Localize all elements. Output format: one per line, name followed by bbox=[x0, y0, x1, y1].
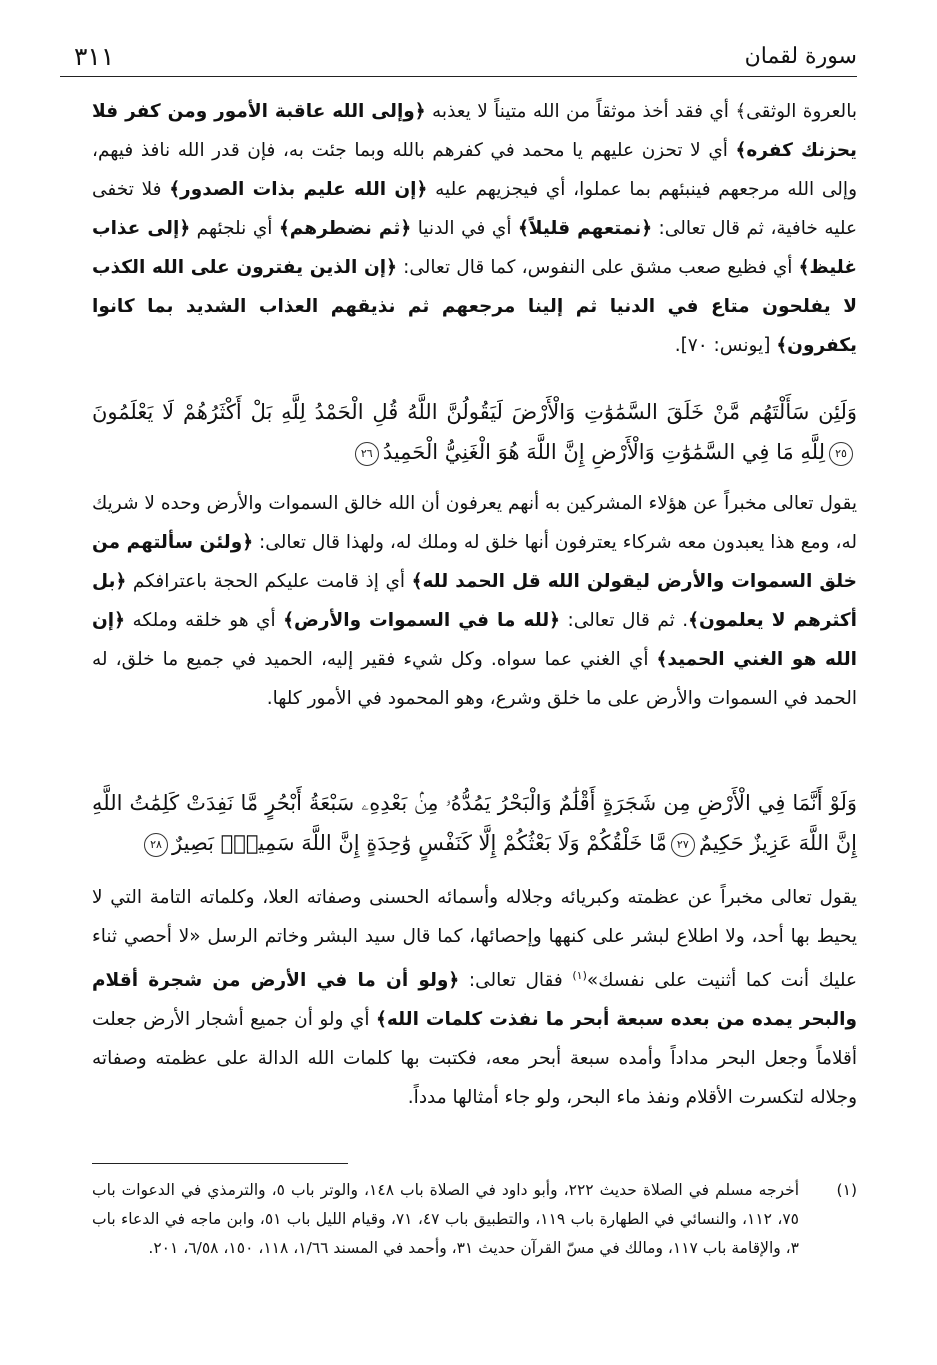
footnote-divider bbox=[92, 1163, 348, 1164]
quran-quote: ﴿ولو أن ما في الأرض من شجرة أقلام والبحر يمده من بعده سبعة أبحر ما نفذت كلمات الله﴾ bbox=[92, 970, 857, 1031]
quran-quote: ﴿بل أكثرهم لا يعلمون﴾ bbox=[92, 571, 857, 631]
text-run: أي في الدنيا bbox=[411, 218, 518, 239]
quran-quote: ﴿إن الله عليم بذات الصدور﴾ bbox=[169, 179, 428, 200]
footnote bbox=[92, 1176, 857, 1263]
verse-number-marker: ٢٧ bbox=[671, 833, 695, 857]
running-header bbox=[60, 40, 857, 77]
text-run: أي الغني عما سواه. وكل شيء فقير إليه، الحميد في جميع ما خلق، له الحمد في السموات والأرض على ما خلق وشرع، وهو المحمود في الأمور كلها. bbox=[92, 649, 857, 709]
verse-text: وَلَوْ أَنَّمَا فِي الْأَرْضِ مِن شَجَرَةٍ أَقْلَٰمٌ وَالْبَحْرُ يَمُدُّهُۥ مِنۢ بَعْدِهِۦ سَبْعَةُ أَبْحُرٍ مَّا نَفِدَتْ كَلِمَٰتُ اللَّهِ إِنَّ اللَّهَ عَزِيزٌ حَكِيمٌ bbox=[92, 791, 857, 855]
quran-quote: ﴿وإلى الله عاقبة الأمور ومن كفر فلا يحزنك كفره﴾ bbox=[92, 101, 857, 161]
quran-quote: ﴿ثم نضطرهم﴾ bbox=[278, 218, 412, 239]
text-run: أي ولو أن جميع أشجار الأرض جعلت أقلاماً وجعل البحر مداداً وأمده سبعة أبحر معه، فكتبت بها كلمات الله الدالة على عظمته وصفاته وجلاله لتكسرت الأقلام ونفذ ماء البحر، ولو جاء أمثالها مدداً. bbox=[92, 1009, 857, 1109]
quran-quote: ﴿إلى عذاب غليظ﴾ bbox=[92, 218, 857, 278]
quran-quote: ﴿نمتعهم قليلاً﴾ bbox=[517, 218, 653, 239]
footnote-reference[interactable]: (١) bbox=[572, 969, 587, 982]
text-run: أي لا تحزن عليهم يا محمد في كفرهم بالله وبما جئت به، فإن قدر الله نافذ فيهم، وإلى الله مرجعهم فينبئهم بما عملوا، أي فيجزيهم عليه bbox=[92, 140, 858, 200]
footnote-text: أخرجه مسلم في الصلاة حديث ٢٢٢، وأبو داود في الصلاة باب ١٤٨، والوتر باب ٥، والترمذي في الدعوات باب ٧٥، ١١٢، والنسائي في الطهارة باب ١١٩، والتطبيق باب ٤٧، ٧١، وقيام الليل باب ٥١، وابن ماجه في الدعاء باب ٣، والإقامة باب ١١٧، ومالك في مسّ القرآن حديث ٣١، وأحمد في المسند ١/٦٦، ١١٨، ١٥٠، ٦/٥٨، ٢٠١. bbox=[92, 1181, 799, 1257]
text-run: . ثم قال تعالى: bbox=[560, 610, 689, 631]
text-run: أي هو خلقه وملكه bbox=[124, 610, 284, 631]
text-run: يقول تعالى مخبراً عن عظمته وكبريائه وجلاله وأسمائه الحسنى وصفاته العلا، وكلماته التامة التي لا يحيط بها أحد، ولا اطلاع لبشر على كنهها وإحصائها، كما قال سيد البشر وخاتم الرسل «لا أحصي ثناء عليك أنت كما أثنيت على نفسك» bbox=[92, 887, 857, 992]
text-run: أي فظيع صعب مشق على النفوس، كما قال تعالى: bbox=[396, 257, 799, 278]
text-run: فقال تعالى: bbox=[459, 970, 573, 992]
text-run: بالعروة الوثقى﴾ أي فقد أخذ موثقاً من الله متيناً لا يعذبه bbox=[425, 101, 857, 122]
quran-quote: ﴿لله ما في السموات والأرض﴾ bbox=[283, 610, 561, 631]
text-run: فلا تخفى عليه خافية، ثم قال تعالى: bbox=[92, 179, 858, 239]
text-run: يقول تعالى مخبراً عن هؤلاء المشركين به أنهم يعرفون أن الله خالق السموات والأرض وحده لا شريك له، ومع هذا يعبدون معه شركاء يعترفون أنها خلق له وملك له، ولهذا قال تعالى: bbox=[92, 493, 857, 553]
quran-quote: ﴿إن الذين يفترون على الله الكذب لا يفلحون متاع في الدنيا ثم إلينا مرجعهم ثم نذيقهم العذاب الشديد بما كانوا يكفرون﴾ bbox=[92, 257, 857, 356]
verse-number-marker: ٢٨ bbox=[144, 833, 168, 857]
text-run: [يونس: ٧٠]. bbox=[674, 335, 777, 356]
text-run: أي إذ قامت عليكم الحجة باعترافكم bbox=[126, 571, 412, 592]
quran-verse-block-2 bbox=[92, 783, 857, 863]
verse-number-marker: ٢٥ bbox=[829, 442, 853, 466]
verse-text: مَّا خَلْقُكُمْ وَلَا بَعْثُكُمْ إِلَّا كَنَفْسٍ وَٰحِدَةٍ إِنَّ اللَّهَ سَمِيعٌۢ بَصِيرٌ bbox=[172, 831, 667, 855]
surah-title: سورة لقمان bbox=[744, 44, 857, 69]
quran-quote: ﴿ولئن سألتهم من خلق السموات والأرض ليقولن الله قل الحمد لله﴾ bbox=[92, 532, 857, 592]
verse-number-marker: ٢٦ bbox=[355, 442, 379, 466]
quran-quote: ﴿إن الله هو الغني الحميد﴾ bbox=[92, 610, 857, 670]
page-number: ٣١١ bbox=[74, 42, 115, 71]
verse-text: لِلَّهِ مَا فِي السَّمَٰوَٰتِ وَالْأَرْضِ إِنَّ اللَّهَ هُوَ الْغَنِيُّ الْحَمِيدُ bbox=[382, 440, 825, 464]
footnote-number: (١) bbox=[836, 1181, 857, 1199]
text-run: أي نلجئهم bbox=[190, 218, 279, 239]
commentary-paragraph-1 bbox=[92, 92, 857, 365]
quran-verse-block-1 bbox=[92, 392, 857, 472]
commentary-paragraph-2 bbox=[92, 484, 857, 718]
commentary-paragraph-3 bbox=[92, 878, 857, 1117]
verse-text: وَلَئِن سَأَلْتَهُم مَّنْ خَلَقَ السَّمَٰوَٰتِ وَالْأَرْضَ لَيَقُولُنَّ اللَّهُ قُلِ الْحَمْدُ لِلَّهِ بَلْ أَكْثَرُهُمْ لَا يَعْلَمُونَ bbox=[92, 400, 857, 424]
